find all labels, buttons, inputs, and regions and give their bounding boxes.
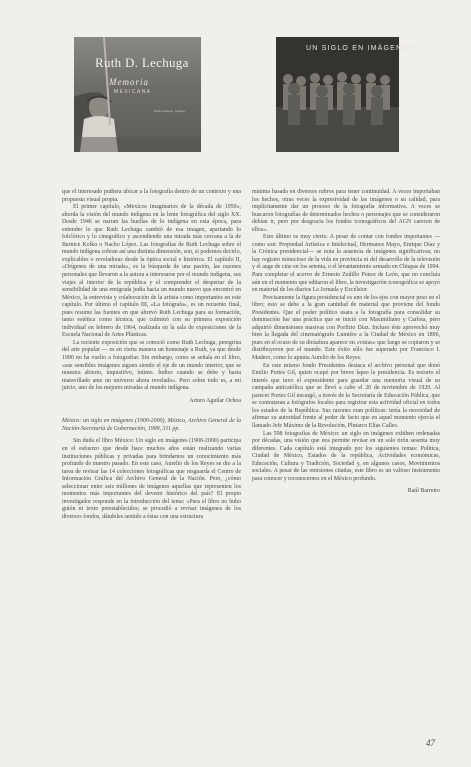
book-cover-memoria-mexicana: [74, 37, 201, 152]
paragraph: Las 598 fotografías de México: un siglo en imágenes exhiben ordenadas por décadas, una visión que nos permite revisar en un solo tirón sesenta muy diferentes. Cada capítulo está integrado por los siguientes temas: Política, Ciudad de México, Estados de la república, Actividades económicas, Educación, Cultura y Tradición, Sociedad y, en algunos casos, Movimientos sociales. A pesar de las omisiones citadas, este libro es un valioso instrumento para conocer y reconocernos en el México profundo.: [252, 430, 440, 482]
book-cover-un-siglo-en-imagenes: [276, 37, 415, 152]
cover-photo-people: [276, 37, 399, 152]
cover-title: Ruth D. Lechuga: [95, 55, 189, 70]
paragraph: La reciente exposición que se conoció como Ruth Lechuga, peregrina del arte popular — es en cierta manera un homenaje a Ruth, ya que desde 1990 no ha vuelto a fotografiar. Sin embargo, como se señala en el libro, «sus sensibles imágenes siguen siendo el eje de un mundo interior, que se muestra abierto, inquisitivo, íntimo. Índice cuando se debe y hasta maravillado ante un universo ahora revelado». Pero sobre todo es, a mi juicio, uno de los mejores miradas al mundo indígena.: [62, 339, 241, 392]
paragraph: Esto último es muy cierto. A pesar de contar con fondos importantes —como son: Propiedad Artística e Intelectual, Hermanos Mayo, Enrique Díaz y la Crónica presidencial— se nota la ausencia de imágenes significativas; no hay registro minucioso de la vida en provincia ni del desarrollo de la televisión y el auge de cine en los setenta, o el levantamiento armado en Chiapas de 1994. Para completar el acervo de Ernesto Zedillo Ponce de León, que no concluía aún en el momento que editaron el libro, la investigación iconográfica se apoyó en material de los diarios La Jornada y Excélsior.: [252, 234, 440, 294]
paragraph: En este mismo fondo Presidentes destaca el archivo personal que donó Emilio Portes Gil, quien ocupó por breve lapso la presidencia. Es notorio el interés que tuvo el expresidente para guardar una memoria visual de su campaña anticatólica que se llevó a cabo el 20 de noviembre de 1929. Al parecer Portes Gil encargó, a través de la Secretaría de Educación Pública, que se contrataran a fotógrafos locales para registrar esta actividad oficial en todos los estados de la República. Sus razones eran políticas: tenía la necesidad de afirmar su autoridad frente al poder de facto que en aquel momento ejercía el llamado Jefe Máximo de la Revolución, Plutarco Elías Calles.: [252, 362, 440, 429]
paragraph: Precisamente la figura presidencial es uno de los ejes con mayor peso en el libro; esto se debe a la gran cantidad de material que proviene del fondo Presidentes. Que el poder político usara a la fotografía para consolidar su dominación fue una práctica que se inició con Maximiliano y Carlota, pero adquirió dimensiones masivas con Porfirio Díaz. Incluso éste aprovechó muy bien la llegada del cinematógrafo Lumière a la Ciudad de México en 1896, pues en el ocaso de su dictadura aparece en «vistas» que luego se copiaron y se distribuyeron por el mundo. Este éxito sólo fue superado por Francisco I. Madero, como lo apunta Aurelio de los Reyes.: [252, 294, 440, 362]
paragraph: Sin duda el libro México: Un siglo en imágenes (1900-2000) participa en el esfuerzo que desde hace muchos años están realizando varias instituciones públicas y privadas para brindarnos un conocimiento más profundo de nuestro pasado. En este caso, Aurelio de los Reyes se dio a la tarea de revisar las 14 colecciones fotográficas que resguarda el Centro de Información Gráfica del Archivo General de la Nación. Pero, ¿cómo seleccionar entre seis millones de imágenes aquellas que representen los momentos más importantes del devenir histórico del país? El propio investigador responde en la introducción del tema: «Para el libro no hubo guión ni texto preestablecidos; se procedió a revisar imágenes de los diversos fondos, dándoles sentido a éstas con una estructura: [62, 438, 241, 520]
right-column: [252, 189, 440, 496]
paragraph: que el interesado pudiera ubicar a la fotografía dentro de un contexto y una propuesta visual propia.: [62, 189, 241, 203]
cover-subtitle-2: MEXICANA: [114, 89, 152, 95]
cover-title: UN SIGLO EN IMÁGENES: [306, 45, 415, 52]
author-signature: Arturo Aguilar Ochoa: [189, 397, 241, 404]
paragraph: mínima basada en diversos rubros para tener continuidad. A veces importaban los hechos, otras veces la expresividad de las imágenes o su calidad, para implícitamente dar un proceso de la fotografía informativa. A veces se buscaron fotografías de determinados hechos o personajes que se consideraron debían ir, pero por desgracia los fondos iconográficos del AGN carecen de ellos».: [252, 189, 440, 233]
left-column: [62, 189, 241, 521]
cover-small-text: Ruth Lechuga · Imagen: [154, 109, 186, 113]
page-number: 47: [426, 738, 435, 748]
author-signature: Raúl Barreiro: [407, 488, 440, 495]
book-reference: México: un siglo en imágenes (1900-2000), México, Archivo General de la Nación-Secretaría de Gobernación, 1999, 311 pp.: [62, 418, 241, 432]
spacer: [62, 405, 241, 413]
paragraph: El primer capítulo, «Mexicos imaginarios de la década de 1950», aborda la visión del mundo indígena en la lente fotográfica del siglo XX. Desde 1946 se narran las huellas de lo indígena en esta época, para entender lo que Ruth Lechuga cambió de esa imagen, apartando lo folclórico y lo cinegráfico y ascendiendo una mirada más cercana a la de Bernice Kolko o Nacho López. Las fotografías de Ruth Lechuga sobre el mundo indígena cobran así una distinta dimensión, son, si podemos decirlo, explicables o reveladoras desde la óptica social e histórica. El capítulo II, «Orígenes de una mirada», es la búsqueda de una pasión, las razones personales que llevaron a la autora a interesarse por el mundo indígena, sus viajes al interior de la república y el comprender el despertar de la sensibilidad de una emigrada judía hacia un mundo nuevo que encontró en México, la entrevista y colaboración de la artista como importantes en este capítulo. Por último el capítulo III, «La fotógrafa», es un recuento final, pues resume las fuentes en que abrevó Ruth Lechuga para su formación, tanto estética como técnica, que culminó con su primera exposición individual en febrero de 1964, realizada en la sala de exposiciones de la Escuela Nacional de Artes Plásticas.: [62, 204, 241, 339]
cover-subtitle: Memoria: [109, 77, 149, 87]
